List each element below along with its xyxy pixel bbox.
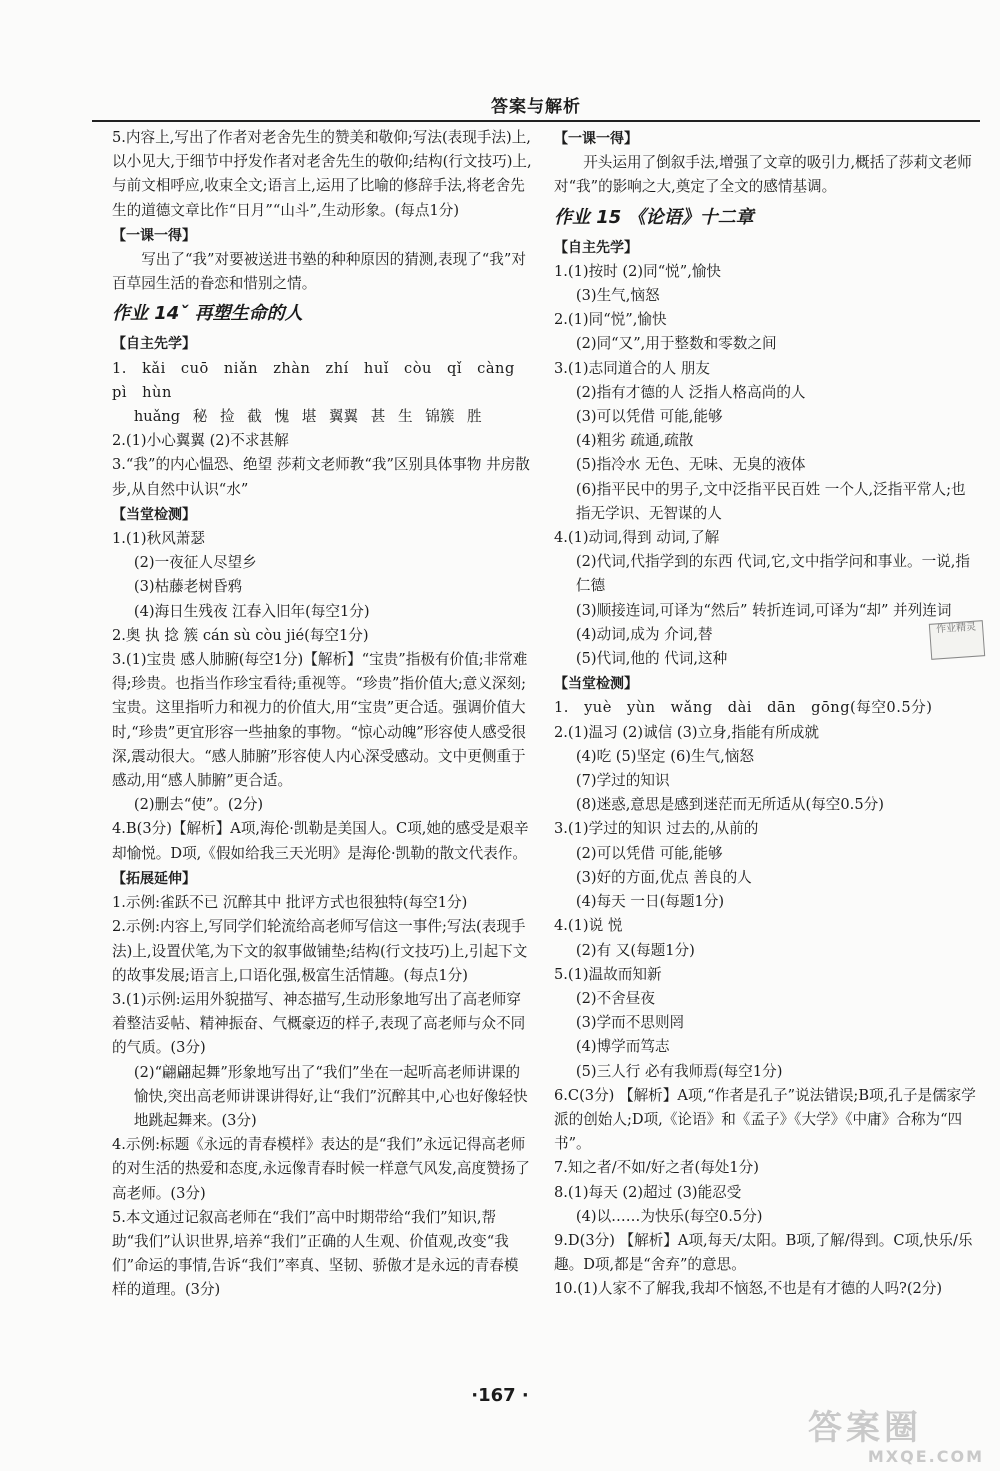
- r-check-3-1: 3.(1)学过的知识 过去的,从前的: [554, 820, 759, 838]
- page-header-title: 答案与解析: [491, 97, 581, 117]
- r-check-2-4: (8)迷惑,意思是感到迷茫而无所适从(每空0.5分): [575, 796, 884, 814]
- extend-3-1: 3.(1)示例:运用外貌描写、神态描写,生动形象地写出了高老师穿着整洁妥帖、精神振奋、气概豪迈的样子,表现了高老师与众不同的气质。(3分): [112, 990, 526, 1057]
- r-check-2-1: 2.(1)温习 (2)诚信 (3)立身,指能有所成就: [554, 723, 819, 741]
- check-3-2: (2)删去“使”。(2分): [133, 796, 264, 814]
- r-check-5-3: (3)学而不思则罔: [575, 1014, 685, 1032]
- extend-4: 4.示例:标题《永远的青春模样》表达的是“我们”永远记得高老师的对生活的热爱和态度,永远像青春时候一样意气风发,高度赞扬了高老师。(3分): [112, 1136, 530, 1202]
- r-check-5-4: (4)博学而笃志: [575, 1038, 670, 1056]
- r-check-2-3: (7)学过的知识: [575, 772, 670, 790]
- section-heading-zizhu: 【自主先学】: [112, 336, 196, 353]
- r-check-9: 9.D(3分) 【解析】A项,每天/太阳。B项,了解/得到。C项,快乐/乐趣。D项,都是“舍弃”的意思。: [554, 1231, 973, 1274]
- r-answer-2-1: 2.(1)同“悦”,愉快: [554, 311, 667, 329]
- extend-3-2: (2)“翩翩起舞”形象地写出了“我们”坐在一起听高老师讲课的愉快,突出高老师讲课讲得好,让“我们”沉醉其中,心也好像轻快地跳起舞来。(3分): [133, 1063, 528, 1129]
- r-check-4-1: 4.(1)说 悦: [554, 917, 623, 935]
- section-heading-yike-right: 【一课一得】: [554, 131, 638, 147]
- page-number: ·167 ·: [471, 1385, 529, 1406]
- yike-text: 写出了“我”对要被送进书塾的种种原因的猜测,表现了“我”对百草园生活的眷恋和惜别之情。: [112, 251, 526, 293]
- check-3: 3.(1)宝贵 感人肺腑(每空1分)【解析】“宝贵”指极有价值;非常难得;珍贵。也指当作珍宝看待;重视等。“珍贵”指价值大;意义深刻;宝贵。这里指听力和视力的价值大,用“宝贵”更合适。强调价值大时,“珍贵”更宜形容一些抽象的事物。“惊心动魄”形容使人感受很深,震动很大。“感人肺腑”形容使人内心深受感动。文中更侧重于感动,用“感人肺腑”更合适。: [112, 651, 528, 790]
- r-check-8-1: 8.(1)每天 (2)超过 (3)能忍受: [554, 1183, 742, 1201]
- check-1-2: (2)一夜征人尽望乡: [133, 554, 257, 572]
- r-check-3-4: (4)每天 一日(每题1分): [575, 893, 725, 911]
- section-heading-dangtang: 【当堂检测】: [112, 506, 196, 523]
- answer-1-pinyin: 1. kǎi cuō niǎn zhàn zhí huǐ còu qǐ càng pì hùn: [112, 359, 515, 401]
- answer-5: 5.内容上,写出了作者对老舍先生的赞美和敬仰;写法(表现手法)上,以小见大,于细节中抒发作者对老舍先生的敬仰;结构(行文技巧)上,与前文相呼应,收束全文;语言上,运用了比喻的修辞手法,将老舍先生的道德文章比作“日月”“山斗”,生动形象。(每点1分): [112, 129, 532, 219]
- r-answer-4-5: (5)代词,他的 代词,这种: [575, 650, 728, 668]
- r-check-2-2: (4)吃 (5)坚定 (6)生气,恼怒: [575, 747, 754, 765]
- homework-15-title: 作业 15 《论语》十二章: [554, 206, 754, 228]
- extend-1: 1.示例:雀跃不已 沉醉其中 批评方式也很独特(每空1分): [112, 894, 468, 912]
- check-4: 4.B(3分)【解析】A项,海伦·凯勒是美国人。C项,她的感受是艰辛却愉悦。D项,《假如给我三天光明》是海伦·凯勒的散文代表作。: [112, 820, 529, 862]
- yike-text-right: 开头运用了倒叙手法,增强了文章的吸引力,概括了莎莉文老师对“我”的影响之大,奠定了全文的感情基调。: [554, 154, 972, 196]
- header-rule: [92, 120, 980, 122]
- check-2: 2.奥 执 捻 簇 cán sù còu jié(每空1分): [112, 626, 369, 644]
- r-check-8-2: (4)以……为快乐(每空0.5分): [575, 1207, 763, 1225]
- check-1-3: (3)枯藤老树昏鸦: [133, 578, 243, 596]
- r-answer-4-1: 4.(1)动词,得到 动词,了解: [554, 529, 720, 547]
- watermark-logo-url: MXQE.COM: [867, 1447, 984, 1466]
- r-check-5-5: (5)三人行 必有我师焉(每空1分): [575, 1062, 783, 1080]
- r-answer-3-5: (5)指冷水 无色、无味、无臭的液体: [575, 456, 806, 474]
- r-check-3-2: (2)可以凭借 可能,能够: [575, 844, 723, 862]
- homework-14-title: 作业 14ˇ 再塑生命的人: [112, 303, 303, 325]
- r-check-1: 1. yuè yùn wǎng dài dān gōng(每空0.5分): [554, 699, 933, 717]
- section-heading-tuozhan: 【拓展延伸】: [112, 870, 196, 887]
- r-answer-3-1: 3.(1)志同道合的人 朋友: [554, 359, 710, 377]
- section-heading-yike: 【一课一得】: [112, 227, 196, 244]
- extend-2: 2.示例:内容上,写同学们轮流给高老师写信这一事件;写法(表现手法)上,设置伏笔,为下文的叙事做铺垫;结构(行文技巧)上,引起下文的故事发展;语言上,口语化强,极富生活情趣。(每点1分): [112, 918, 528, 984]
- section-heading-dangtang-right: 【当堂检测】: [554, 676, 638, 693]
- r-check-4-2: (2)有 又(每题1分): [575, 941, 695, 959]
- answer-3: 3.“我”的内心愠恐、绝望 莎莉文老师教“我”区别具体事物 井房散步,从自然中认识“水”: [112, 456, 530, 498]
- watermark-stamp: 作业精灵: [929, 620, 985, 660]
- r-answer-3-4: (4)粗劣 疏通,疏散: [575, 432, 694, 450]
- r-check-10: 10.(1)人家不了解我,我却不恼怒,不也是有才德的人吗?(2分): [554, 1280, 943, 1298]
- left-column: [112, 126, 532, 1303]
- r-check-3-3: (3)好的方面,优点 善良的人: [575, 868, 752, 886]
- r-check-5-2: (2)不舍昼夜: [575, 989, 655, 1007]
- answer-1-chars: huǎng 秘 捡 截 愧 堪 翼翼 甚 生 锦簇 胜: [133, 408, 482, 426]
- check-1-4: (4)海日生残夜 江春入旧年(每空1分): [133, 602, 370, 620]
- r-answer-3-6: (6)指平民中的男子,文中泛指平民百姓 一个人,泛指平常人;也指无学识、无智谋的人: [575, 480, 966, 522]
- r-answer-2-2: (2)同“又”,用于整数和零数之间: [575, 335, 777, 353]
- r-answer-4-4: (4)动词,成为 介词,替: [575, 625, 713, 643]
- r-answer-3-2: (2)指有才德的人 泛指人格高尚的人: [575, 383, 806, 401]
- right-column: [554, 126, 980, 1302]
- section-heading-zizhu-right: 【自主先学】: [554, 239, 638, 256]
- answer-2: 2.(1)小心翼翼 (2)不求甚解: [112, 432, 289, 450]
- r-check-6: 6.C(3分) 【解析】A项,“作者是孔子”说法错误;B项,孔子是儒家学派的创始人;D项,《论语》和《孟子》《大学》《中庸》合称为“四书”。: [554, 1086, 976, 1153]
- r-answer-1-1: 1.(1)按时 (2)同“悦”,愉快: [554, 262, 722, 280]
- r-check-5-1: 5.(1)温故而知新: [554, 965, 662, 983]
- r-answer-4-3: (3)顺接连词,可译为“然后” 转折连词,可译为“却” 并列连词: [575, 601, 952, 619]
- extend-5: 5.本文通过记叙高老师在“我们”高中时期带给“我们”知识,帮助“我们”认识世界,培养“我们”正确的人生观、价值观,改变“我们”命运的事情,告诉“我们”率真、坚韧、骄傲才是永远的青春模样的道理。(3分): [112, 1208, 519, 1299]
- r-check-7: 7.知之者/不如/好之者(每处1分): [554, 1159, 759, 1177]
- r-answer-3-3: (3)可以凭借 可能,能够: [575, 408, 723, 426]
- check-1-1: 1.(1)秋风萧瑟: [112, 530, 205, 548]
- watermark-logo-text: 答案圈: [808, 1408, 922, 1448]
- r-answer-4-2: (2)代词,代指学到的东西 代词,它,文中指学问和事业。一说,指仁德: [575, 553, 971, 595]
- watermark-logo: [808, 1408, 990, 1468]
- r-answer-1-2: (3)生气,恼怒: [575, 287, 660, 305]
